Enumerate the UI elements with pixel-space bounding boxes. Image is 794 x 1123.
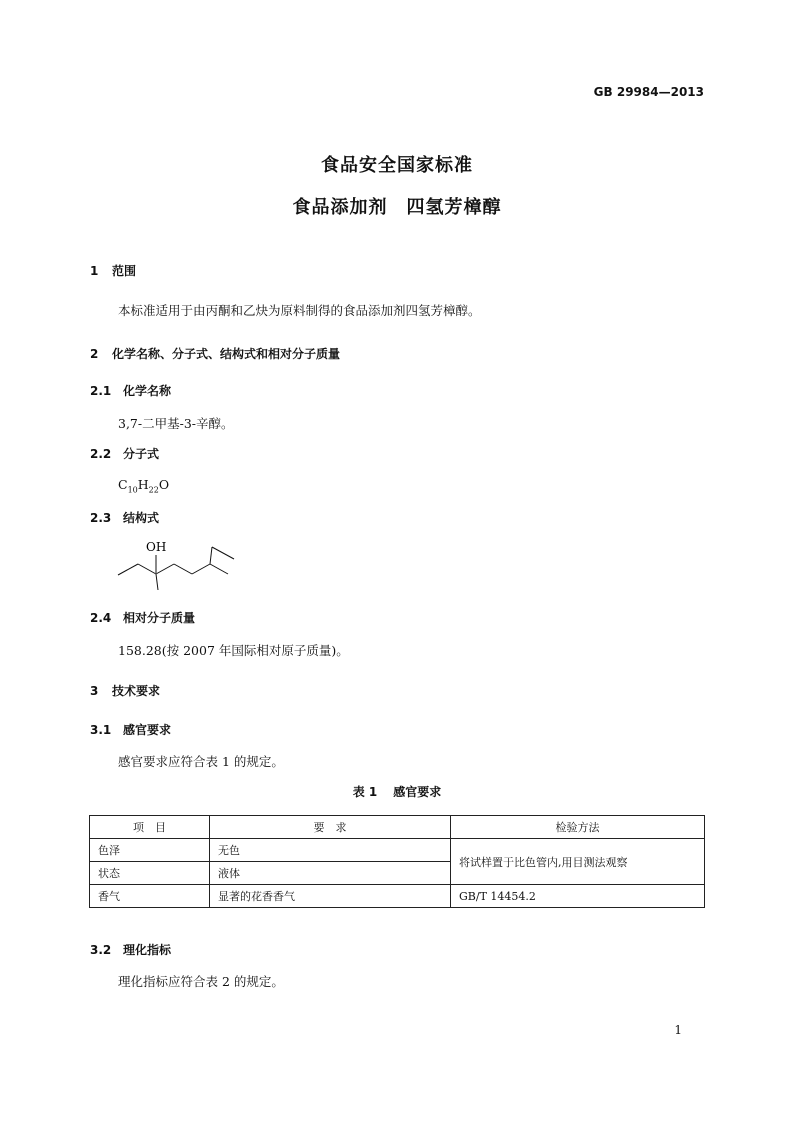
sensory-requirements-table [89, 815, 705, 908]
section-3-2-text: 理化指标应符合表 2 的规定。 [118, 974, 284, 989]
item-cell: 状态 [90, 862, 210, 885]
table-header-row [90, 816, 705, 839]
section-1-text: 本标准适用于由丙酮和乙炔为原料制得的食品添加剂四氢芳樟醇。 [118, 303, 481, 318]
section-title: 相对分子质量 [123, 611, 196, 625]
requirement-cell: 无色 [210, 839, 451, 862]
section-2-1-heading [90, 382, 171, 399]
section-title: 化学名称、分子式、结构式和相对分子质量 [112, 347, 341, 361]
section-3-1-text: 感官要求应符合表 1 的规定。 [118, 754, 284, 769]
table-caption-title: 感官要求 [393, 785, 442, 799]
table-row [90, 885, 705, 908]
item-cell: 色泽 [90, 839, 210, 862]
section-3-2-heading [90, 941, 171, 958]
section-number: 1 [90, 264, 99, 278]
section-number: 2.2 [90, 447, 112, 461]
page-number: 1 [674, 1023, 682, 1037]
column-header-requirement: 要 求 [210, 816, 451, 839]
method-cell: GB/T 14454.2 [451, 885, 705, 908]
section-title: 理化指标 [123, 943, 172, 957]
section-2-heading [90, 345, 340, 362]
table-1-caption [0, 783, 794, 800]
section-number: 3.2 [90, 943, 112, 957]
section-number: 3 [90, 684, 99, 698]
column-header-method: 检验方法 [451, 816, 705, 839]
hydroxyl-label: OH [146, 540, 167, 554]
table-row [90, 839, 705, 862]
section-title: 结构式 [123, 511, 160, 525]
standard-number: GB 29984—2013 [593, 85, 704, 99]
molecular-weight: 158.28(按 2007 年国际相对原子质量)。 [118, 643, 349, 658]
section-2-4-heading [90, 609, 195, 626]
chemical-name: 3,7-二甲基-3-辛醇。 [118, 416, 234, 431]
table-caption-number: 表 1 [352, 785, 378, 799]
section-3-heading [90, 682, 160, 699]
section-title: 技术要求 [112, 684, 161, 698]
molecular-formula: $C_{10}H_{22}O$ [118, 477, 170, 495]
section-number: 2.1 [90, 384, 112, 398]
section-2-2-heading [90, 445, 159, 462]
section-number: 3.1 [90, 723, 112, 737]
section-title: 化学名称 [123, 384, 172, 398]
section-1-heading [90, 262, 136, 279]
section-title: 分子式 [123, 447, 160, 461]
section-number: 2.3 [90, 511, 112, 525]
method-cell: 将试样置于比色管内,用目测法观察 [451, 839, 705, 885]
requirement-cell: 液体 [210, 862, 451, 885]
requirement-cell: 显著的花香香气 [210, 885, 451, 908]
document-title: 食品安全国家标准 [321, 155, 473, 176]
section-2-3-heading [90, 509, 159, 526]
section-3-1-heading [90, 721, 171, 738]
section-title: 范围 [112, 264, 137, 278]
item-cell: 香气 [90, 885, 210, 908]
column-header-item: 项 目 [90, 816, 210, 839]
structural-formula-diagram [110, 535, 250, 595]
section-number: 2 [90, 347, 99, 361]
section-number: 2.4 [90, 611, 112, 625]
section-title: 感官要求 [123, 723, 172, 737]
document-subtitle: 食品添加剂 四氢芳樟醇 [292, 197, 502, 218]
